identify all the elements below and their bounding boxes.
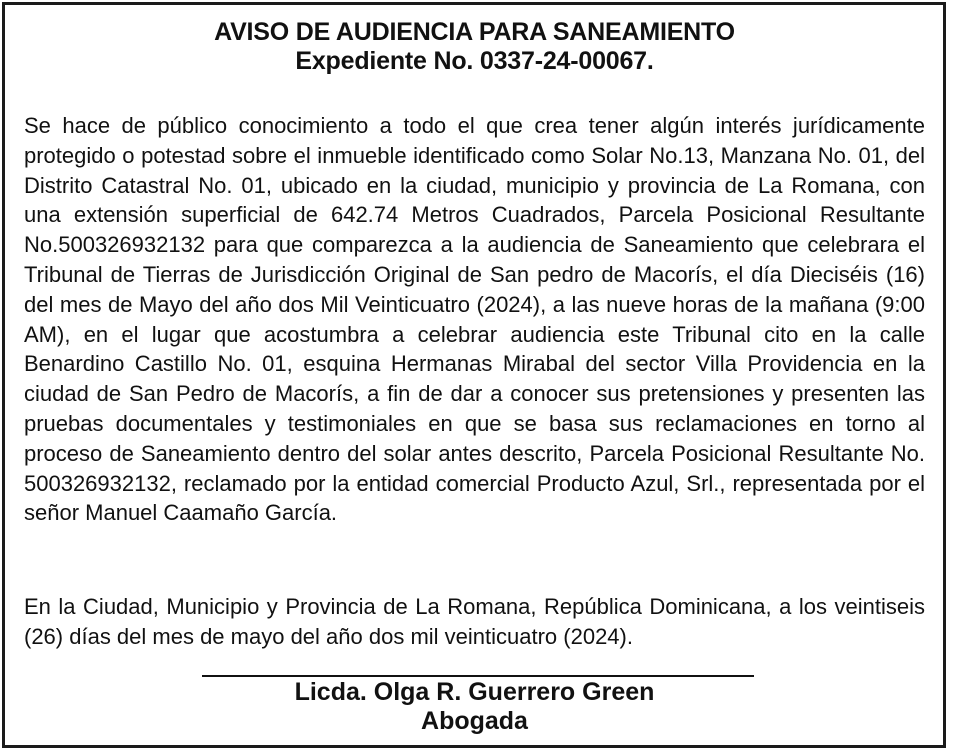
signatory-name: Licda. Olga R. Guerrero Green [294,678,655,706]
signatory-role: Abogada [421,707,528,735]
notice-date-paragraph: En la Ciudad, Municipio y Provincia de La Romana, República Dominicana, a los veintiseis (26) días del mes de mayo del año dos mil veinticuatro (2024). [24,594,925,649]
signature-block [24,678,925,736]
notice-header [24,18,925,76]
notice-content [24,5,925,745]
case-number: Expediente No. 0337-24-00067. [295,47,654,75]
signature-line [202,675,754,677]
legal-notice [2,2,946,748]
notice-title: AVISO DE AUDIENCIA PARA SANEAMIENTO [214,18,735,46]
notice-body-paragraph: Se hace de público conocimiento a todo el que crea tener algún interés jurídicamente protegido o potestad sobre el inmueble identificado como Solar No.13, Manzana No. 01, del Distrito Catastral No. 01, ubicado en la ciudad, municipio y provincia de La Romana, con una extensión superficial de 642.74 Metros Cuadrados, Parcela Posicional Resultante No.500326932132 para que comparezca a la audiencia de Saneamiento que celebrara el Tribunal de Tierras de Jurisdicción Original de San pedro de Macorís, el día Dieciséis (16) del mes de Mayo del año dos Mil Veinticuatro (2024), a las nueve horas de la mañana (9:00 AM), en el lugar que acostumbra a celebrar audiencia este Tribunal cito en la calle Benardino Castillo No. 01, esquina Hermanas Mirabal del sector Villa Providencia en la ciudad de San Pedro de Macorís, a fin de dar a conocer sus pretensiones y presenten las pruebas documentales y testimoniales en que se basa sus reclamaciones en torno al proceso de Saneamiento dentro del solar antes descrito, Parcela Posicional Resultante No. 500326932132, reclamado por la entidad comercial Producto Azul, Srl., representada por el señor Manuel Caamaño García. [24,113,925,526]
